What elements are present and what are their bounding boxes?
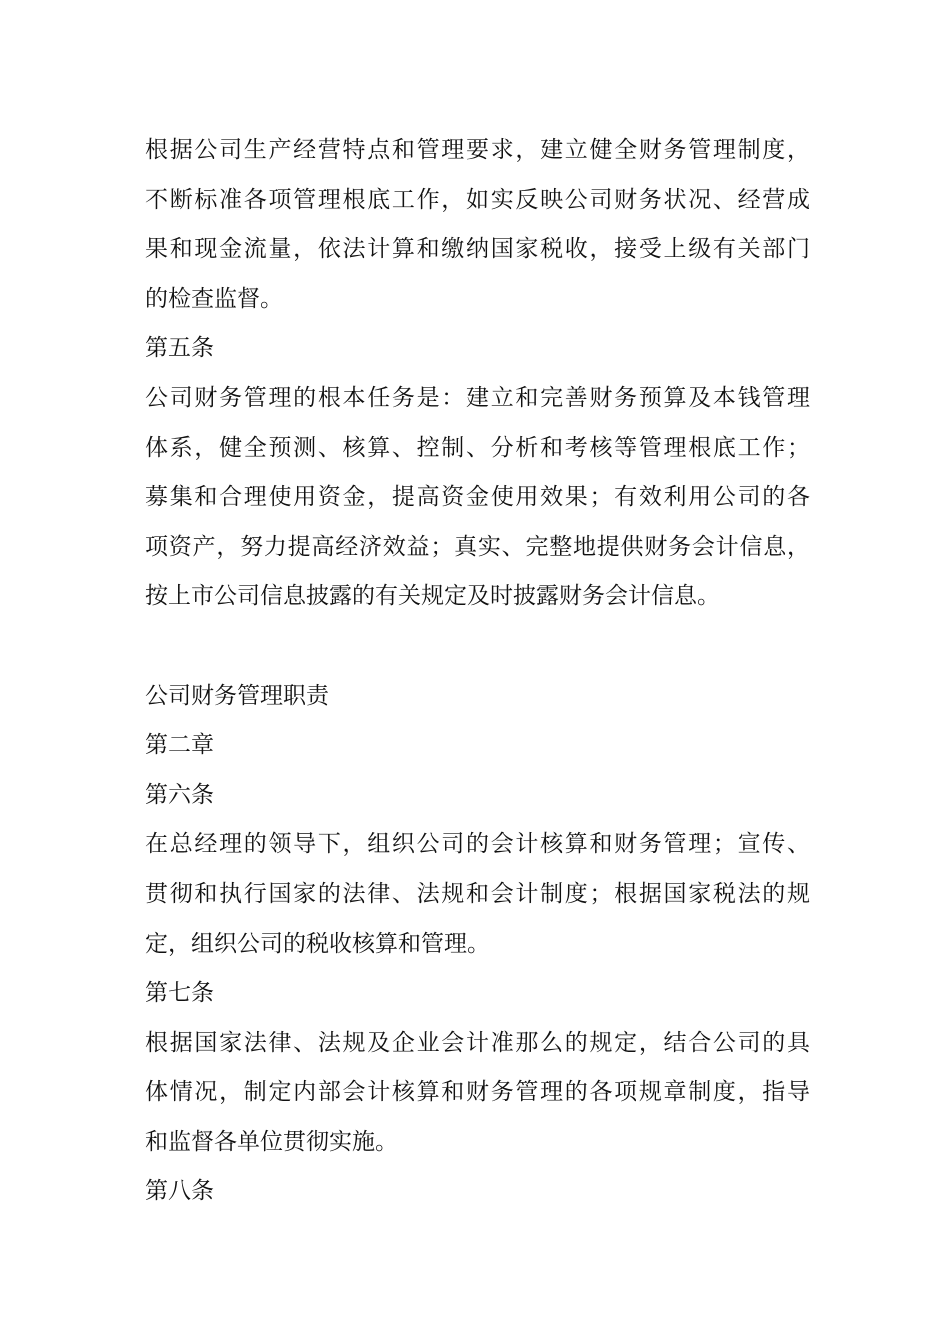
article-5-heading: 第五条 [145,335,214,362]
paragraph-line: 体系，健全预测、核算、控制、分析和考核等管理根底工作； [145,434,810,461]
section-title: 公司财务管理职责 [145,682,329,709]
paragraph-line: 贯彻和执行国家的法律、法规和会计制度；根据国家税法的规 [145,880,810,907]
paragraph-line: 项资产，努力提高经济效益；真实、完整地提供财务会计信息， [145,533,810,560]
paragraph-line: 在总经理的领导下，组织公司的会计核算和财务管理；宣传、 [145,831,810,858]
chapter-heading: 第二章 [145,732,214,759]
paragraph-line: 果和现金流量，依法计算和缴纳国家税收，接受上级有关部门 [145,236,810,263]
paragraph-line: 和监督各单位贯彻实施。 [145,1128,398,1155]
paragraph-line: 根据国家法律、法规及企业会计准那么的规定，结合公司的具 [145,1029,810,1056]
article-8-heading: 第八条 [145,1178,214,1205]
paragraph-line: 按上市公司信息披露的有关规定及时披露财务会计信息。 [145,583,720,610]
paragraph-line: 的检查监督。 [145,285,283,312]
paragraph-line: 公司财务管理的根本任务是：建立和完善财务预算及本钱管理 [145,384,810,411]
paragraph-line: 根据公司生产经营特点和管理要求，建立健全财务管理制度， [145,137,810,163]
article-6-heading: 第六条 [145,781,214,808]
blank-line [145,622,810,672]
paragraph-line: 募集和合理使用资金，提高资金使用效果；有效利用公司的各 [145,484,810,511]
document-body [145,126,810,1217]
article-7-heading: 第七条 [145,980,214,1007]
paragraph-line: 体情况，制定内部会计核算和财务管理的各项规章制度，指导 [145,1079,810,1106]
paragraph-line: 不断标准各项管理根底工作，如实反映公司财务状况、经营成 [145,186,810,213]
paragraph-line: 定，组织公司的税收核算和管理。 [145,930,490,957]
